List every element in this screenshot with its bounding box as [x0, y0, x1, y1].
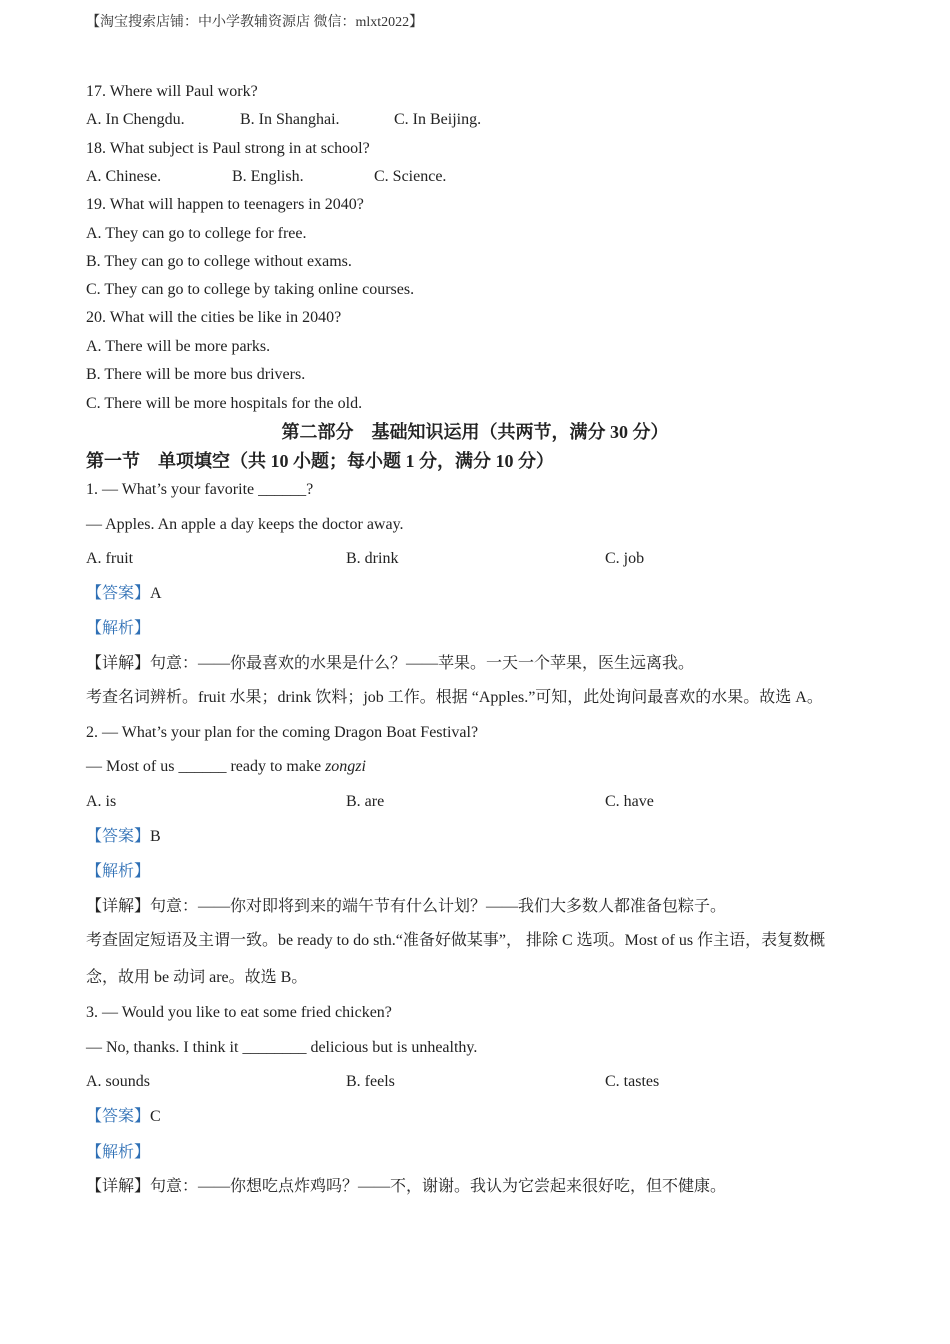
answer-label: 【答案】 — [86, 585, 151, 602]
option-17-b: B. In Shanghai. — [240, 111, 340, 128]
reply-text: — Most of us ______ ready to make — [86, 758, 326, 775]
detail-text: 句意：——你想吃点炸鸡吗？——不，谢谢。我认为它尝起来很好吃，但不健康。 — [150, 1178, 727, 1195]
question-20: 20. What will the cities be like in 2040? — [86, 309, 342, 326]
mc3-option-b: B. feels — [346, 1073, 395, 1090]
question-17: 17. Where will Paul work? — [86, 83, 258, 100]
mc1-option-a: A. fruit — [86, 550, 134, 567]
detail-label: 【详解】 — [86, 898, 151, 915]
mc3-option-c: C. tastes — [605, 1073, 660, 1090]
answer-value: C — [150, 1108, 161, 1125]
mc1-explain: 考查名词辨析。fruit 水果；drink 饮料；job 工作。根据 “Apples.”可知，此处询问最喜欢的水果。故选 A。 — [86, 689, 823, 706]
option-20-a: A. There will be more parks. — [86, 338, 271, 355]
detail-label: 【详解】 — [86, 1178, 151, 1195]
option-19-c: C. They can go to college by taking online courses. — [86, 281, 415, 298]
mc-question-2: 2. — What’s your plan for the coming Dragon Boat Festival? — [86, 724, 479, 741]
mc1-analysis-label: 【解析】 — [86, 620, 151, 637]
option-18-a: A. Chinese. — [86, 168, 162, 185]
answer-label: 【答案】 — [86, 1108, 151, 1125]
option-17-a: A. In Chengdu. — [86, 111, 185, 128]
detail-text: 句意：——你最喜欢的水果是什么？——苹果。一天一个苹果，医生远离我。 — [150, 655, 695, 672]
option-17-c: C. In Beijing. — [394, 111, 482, 128]
mc2-explain-line1: 考查固定短语及主谓一致。be ready to do sth.“准备好做某事”， 排除 C 选项。Most of us 作主语，表复数概 — [86, 932, 826, 949]
option-19-b: B. They can go to college without exams. — [86, 253, 352, 270]
mc2-analysis-label: 【解析】 — [86, 863, 151, 880]
mc1-answer — [86, 584, 162, 604]
mc2-option-b: B. are — [346, 793, 385, 810]
part2-title: 第二部分 基础知识运用（共两节，满分 30 分） — [281, 422, 669, 442]
shop-header: 【淘宝搜索店铺：中小学教辅资源店 微信：mlxt2022】 — [86, 15, 424, 30]
option-20-c: C. There will be more hospitals for the old. — [86, 395, 363, 412]
option-19-a: A. They can go to college for free. — [86, 225, 307, 242]
mc1-detail — [86, 654, 694, 674]
mc-question-3: 3. — Would you like to eat some fried chicken? — [86, 1004, 392, 1021]
mc3-option-a: A. sounds — [86, 1073, 151, 1090]
mc2-answer — [86, 827, 161, 847]
question-19: 19. What will happen to teenagers in 2040? — [86, 196, 364, 213]
mc2-option-c: C. have — [605, 793, 654, 810]
option-20-b: B. There will be more bus drivers. — [86, 366, 306, 383]
mc2-option-a: A. is — [86, 793, 117, 810]
detail-text: 句意：——你对即将到来的端午节有什么计划？——我们大多数人都准备包粽子。 — [150, 898, 727, 915]
mc3-answer — [86, 1107, 161, 1127]
answer-value: B — [150, 828, 161, 845]
answer-value: A — [150, 585, 162, 602]
mc2-explain-line2: 念，故用 be 动词 are。故选 B。 — [86, 969, 308, 986]
detail-label: 【详解】 — [86, 655, 151, 672]
mc1-option-c: C. job — [605, 550, 645, 567]
mc3-detail — [86, 1177, 726, 1197]
mc-question-2-reply — [86, 757, 366, 777]
option-18-b: B. English. — [232, 168, 304, 185]
mc-question-3-reply: — No, thanks. I think it ________ delicious but is unhealthy. — [86, 1039, 478, 1056]
section1-title: 第一节 单项填空（共 10 小题；每小题 1 分，满分 10 分） — [86, 451, 554, 471]
mc-question-1: 1. — What’s your favorite ______? — [86, 481, 314, 498]
answer-label: 【答案】 — [86, 828, 151, 845]
option-18-c: C. Science. — [374, 168, 447, 185]
reply-italic-word: zongzi — [325, 758, 366, 775]
mc2-detail — [86, 897, 726, 917]
mc1-option-b: B. drink — [346, 550, 399, 567]
mc3-analysis-label: 【解析】 — [86, 1144, 151, 1161]
mc-question-1-reply: — Apples. An apple a day keeps the doctor away. — [86, 516, 404, 533]
question-18: 18. What subject is Paul strong in at school? — [86, 140, 370, 157]
